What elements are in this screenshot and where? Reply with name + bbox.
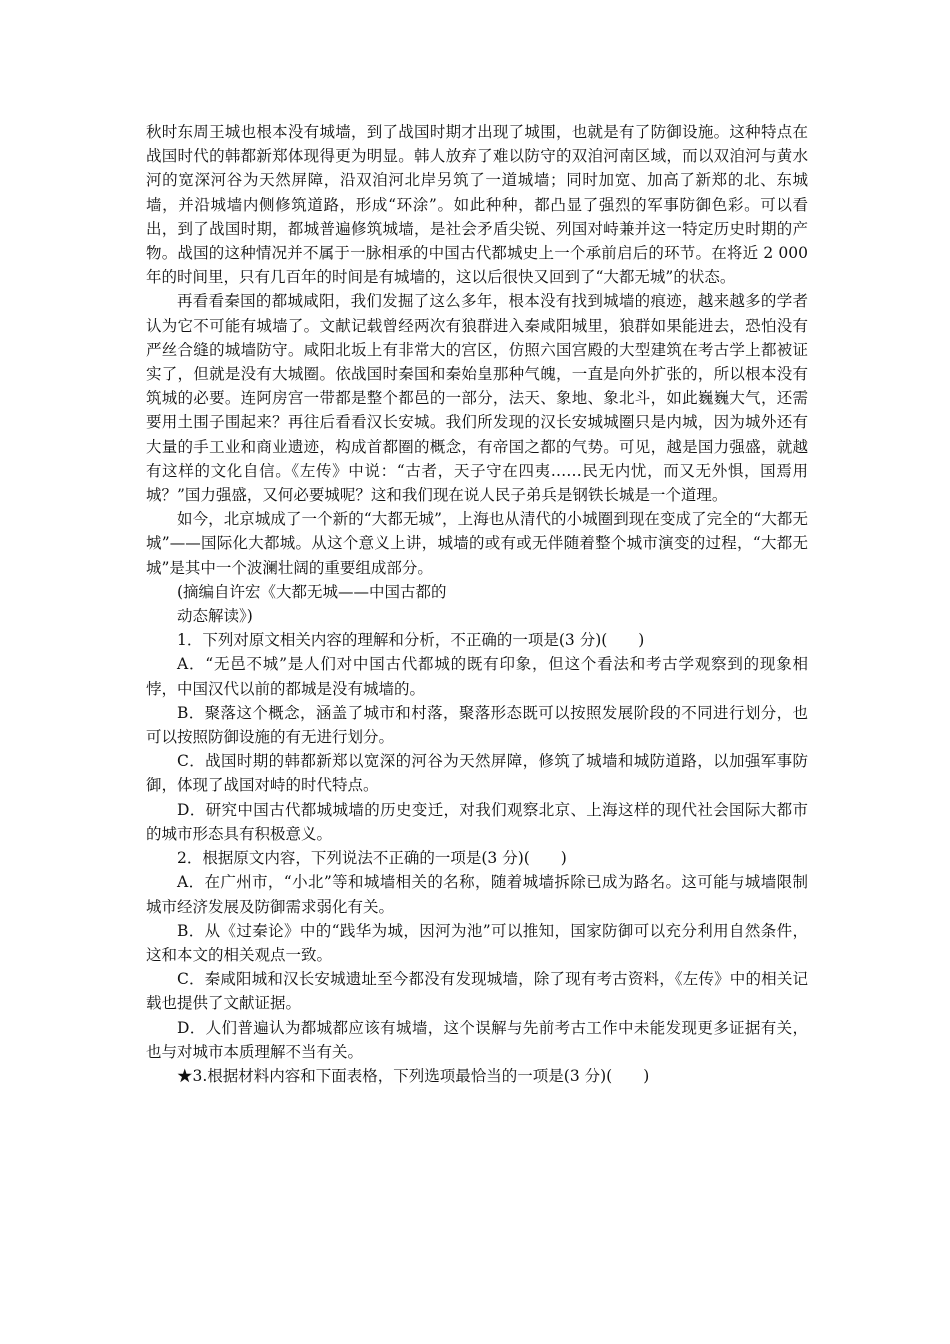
question-3-stem: ★3.根据材料内容和下面表格，下列选项最恰当的一项是(3 分)( ) [177, 1066, 650, 1085]
question-1-option-a: A．“无邑不城”是人们对中国古代都城的既有印象，但这个看法和考古学观察到的现象相悖，中国汉代以前的都城是没有城墙的。 [146, 655, 808, 698]
passage-paragraph-2: 再看看秦国的都城咸阳，我们发掘了这么多年，根本没有找到城墙的痕迹，越来越多的学者认为它不可能有城墙了。文献记载曾经两次有狼群进入秦咸阳城里，狼群如果能进去，恐怕没有严丝合缝的城墙防守。咸阳北坂上有非常大的宫区，仿照六国宫殿的大型建筑在考古学上都被证实了，但就是没有大城圈。依战国时秦国和秦始皇那种气魄，一直是向外扩张的，所以根本没有筑城的必要。连阿房宫一带都是整个都邑的一部分，法天、象地、象北斗，如此巍巍大气，还需要用土围子围起来？再往后看看汉长安城。我们所发现的汉长安城城圈只是内城，因为城外还有大量的手工业和商业遗迹，构成首都圈的概念，有帝国之都的气势。可见，越是国力强盛，就越有这样的文化自信。《左传》中说：“古者，天子守在四夷……民无内忧，而又无外惧，国焉用城？”国力强盛，又何必要城呢？这和我们现在说人民子弟兵是钢铁长城是一个道理。 [146, 292, 808, 505]
question-2-stem: 2．根据原文内容，下列说法不正确的一项是(3 分)( ) [177, 849, 567, 868]
passage-paragraph-1: 秋时东周王城也根本没有城墙，到了战国时期才出现了城围，也就是有了防御设施。这种特点在战国时代的韩都新郑体现得更为明显。韩人放弃了难以防守的双洎河南区域，而以双洎河与黄水河的宽深河谷为天然屏障，沿双洎河北岸另筑了一道城墙；同时加宽、加高了新郑的北、东城墙，并沿城墙内侧修筑道路，形成“环涂”。如此种种，都凸显了强烈的军事防御色彩。可以看出，到了战国时期，都城普遍修筑城墙，是社会矛盾尖锐、列国对峙兼并这一特定历史时期的产物。战国的这种情况并不属于一脉相承的中国古代都城史上一个承前启后的环节。在将近 2 000 年的时间里，只有几百年的时间是有城墙的，这以后很快又回到了“大都无城”的状态。 [146, 123, 808, 287]
question-1-stem: 1．下列对原文相关内容的理解和分析，不正确的一项是(3 分)( ) [177, 631, 645, 650]
question-1-option-b: B．聚落这个概念，涵盖了城市和村落，聚落形态既可以按照发展阶段的不同进行划分，也可以按照防御设施的有无进行划分。 [146, 703, 808, 747]
question-1-option-d: D．研究中国古代都城城墙的历史变迁，对我们观察北京、上海这样的现代社会国际大都市的城市形态具有积极意义。 [146, 800, 808, 843]
question-2-option-a: A．在广州市，“小北”等和城墙相关的名称，随着城墙拆除已成为路名。这可能与城墙限制城市经济发展及防御需求弱化有关。 [146, 873, 808, 916]
document-page [146, 120, 808, 1088]
question-1-option-c: C．战国时期的韩都新郑以宽深的河谷为天然屏障，修筑了城墙和城防道路，以加强军事防御，体现了战国对峙的时代特点。 [146, 752, 808, 795]
question-2-option-b: B．从《过秦论》中的“践华为城，因河为池”可以推知，国家防御可以充分利用自然条件，这和本文的相关观点一致。 [146, 921, 808, 964]
passage-paragraph-3: 如今，北京城成了一个新的“大都无城”，上海也从清代的小城圈到现在变成了完全的“大都无城”——国际化大都城。从这个意义上讲，城墙的或有或无伴随着整个城市演变的过程，“大都无城”是其中一个波澜壮阔的重要组成部分。 [146, 510, 808, 577]
question-2-option-c: C．秦咸阳城和汉长安城遗址至今都没有发现城墙，除了现有考古资料，《左传》中的相关记载也提供了文献证据。 [146, 970, 808, 1013]
source-citation-line-2: 动态解读》) [177, 607, 253, 626]
source-citation-line-1: (摘编自许宏《大都无城——中国古都的 [177, 582, 447, 601]
question-2-option-d: D．人们普遍认为都城都应该有城墙，这个误解与先前考古工作中未能发现更多证据有关，也与对城市本质理解不当有关。 [146, 1018, 808, 1061]
